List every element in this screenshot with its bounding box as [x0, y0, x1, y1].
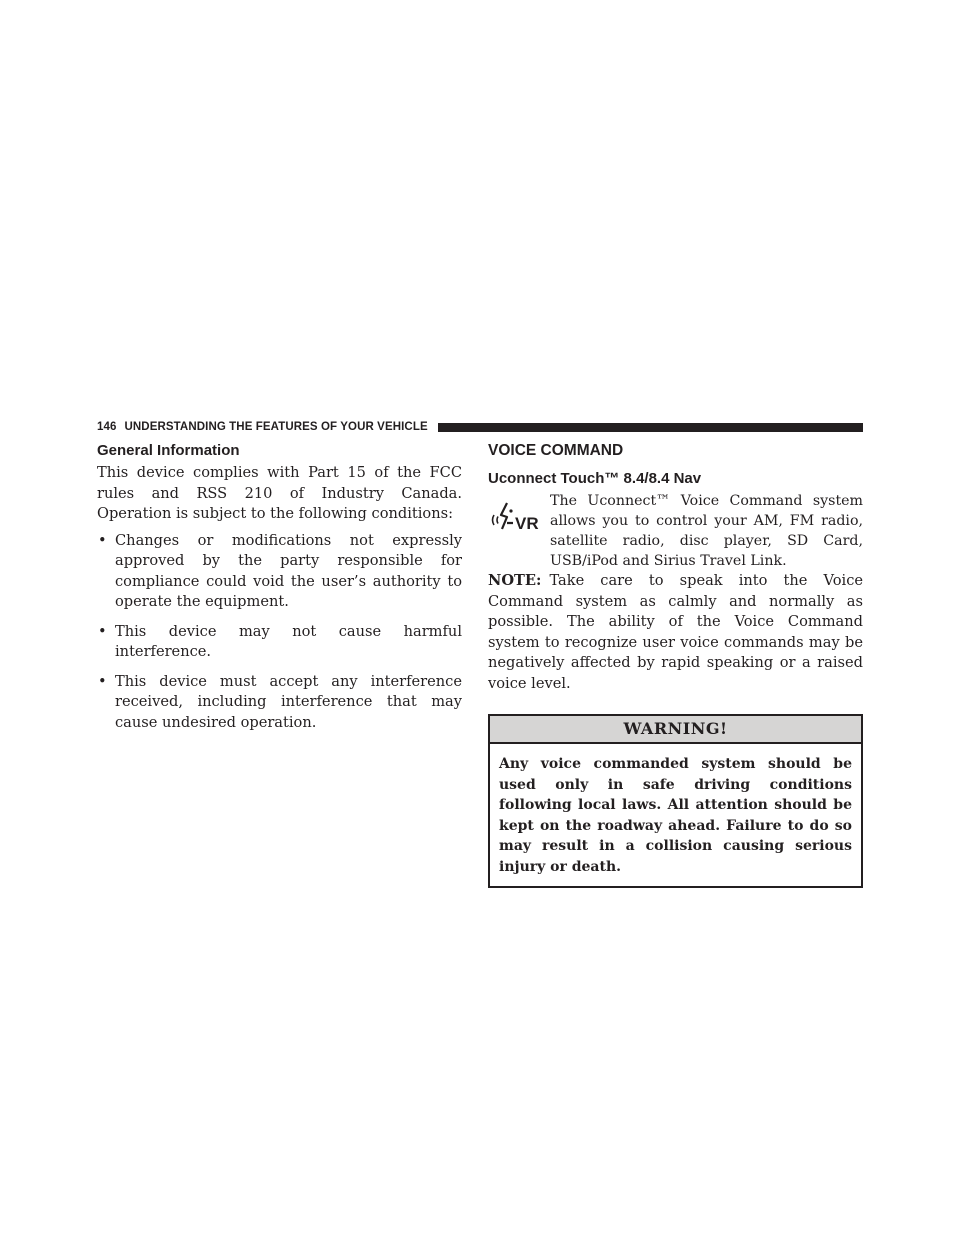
- list-item-text: This device must accept any interference received, including interference that may cause undesired operation.: [115, 672, 462, 731]
- vr-description-block: [488, 491, 863, 571]
- uconnect-subheading: Uconnect Touch™ 8.4/8.4 Nav: [488, 470, 702, 487]
- list-item: [97, 622, 462, 663]
- left-column: [97, 440, 462, 742]
- vr-system-description: The Uconnect™ Voice Command system allows you to control your AM, FM radio, satellite radio, disc player, SD Card, USB/iPod and Sirius Travel Link.: [550, 493, 863, 569]
- conditions-list: [97, 531, 462, 734]
- list-item-text: Changes or modifications not expressly approved by the party responsible for compliance could void the user’s authority to operate the equipment.: [115, 531, 462, 610]
- warning-title: WARNING!: [490, 716, 861, 744]
- right-column: [488, 440, 863, 888]
- voice-recognition-icon: [488, 491, 550, 571]
- note-text: Take care to speak into the Voice Command system as calmly and normally as possible. The ability of the Voice Command system to recognize user voice commands may be negatively affected by rapid speaking or a raised voice level.: [488, 572, 863, 692]
- vr-icon-label: VR: [515, 514, 539, 533]
- note-paragraph: [488, 571, 863, 694]
- warning-text: Any voice commanded system should be used only in safe driving conditions following local laws. All attention should be kept on the roadway ahead. Failure to do so may result in a collision causing serious injury or death.: [499, 756, 852, 875]
- voice-command-heading: VOICE COMMAND: [488, 442, 624, 459]
- page-header: [97, 419, 863, 435]
- list-item: [97, 672, 462, 734]
- list-item: [97, 531, 462, 613]
- general-information-heading: General Information: [97, 442, 240, 459]
- fcc-intro-paragraph: This device complies with Part 15 of the FCC rules and RSS 210 of Industry Canada. Operation is subject to the following conditions:: [97, 464, 462, 522]
- section-title: UNDERSTANDING THE FEATURES OF YOUR VEHICLE: [124, 421, 428, 433]
- note-label: NOTE:: [488, 572, 542, 589]
- header-rule: [438, 423, 863, 432]
- page-number: 146: [97, 421, 117, 433]
- bullet-icon: •: [98, 672, 107, 690]
- bullet-icon: •: [98, 531, 107, 549]
- bullet-icon: •: [98, 622, 107, 640]
- warning-box: [488, 714, 863, 888]
- list-item-text: This device may not cause harmful interference.: [115, 622, 462, 660]
